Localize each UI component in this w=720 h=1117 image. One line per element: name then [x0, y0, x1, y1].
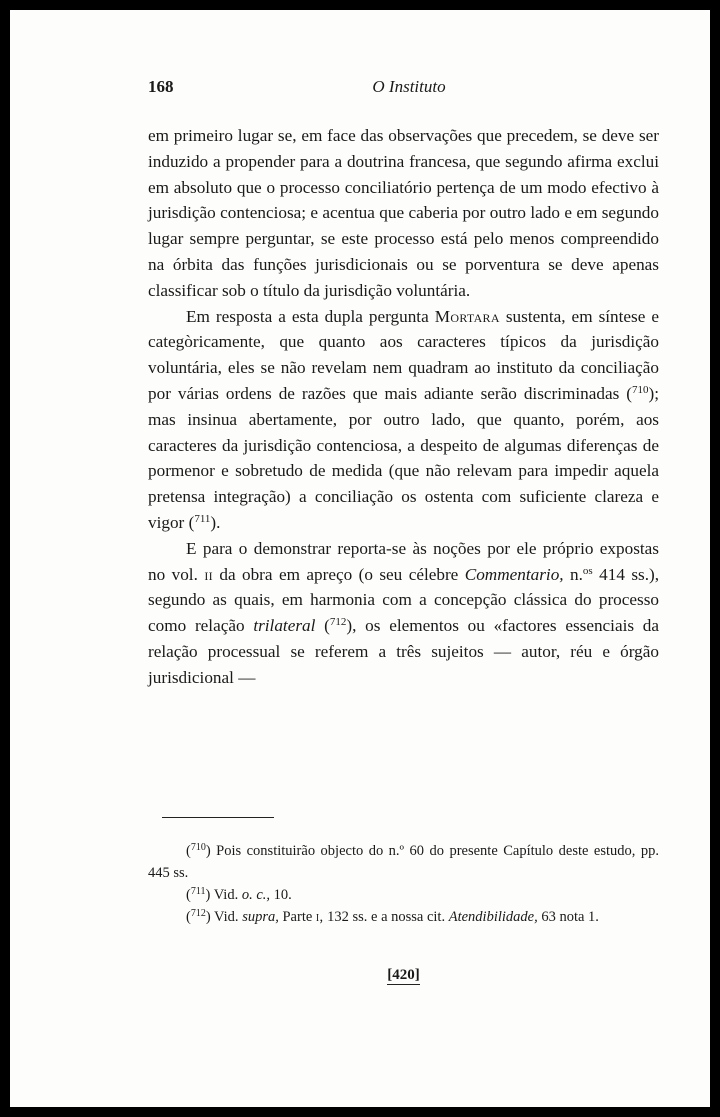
- footnote-712: ($^{712}$) Vid. supra, Parte i, 132 ss. e a nossa cit. Atendibilidade, 63 nota 1.: [186, 908, 599, 925]
- page-header: [148, 77, 670, 103]
- footnote-ref-712: 712: [329, 616, 347, 629]
- folio: [148, 967, 659, 984]
- footnotes: [148, 840, 659, 928]
- footnote-ref-711: 711: [194, 512, 211, 525]
- footnote-711: ($^{711}$) Vid. o. c., 10.: [186, 886, 292, 903]
- paragraph-1: em primeiro lugar se, em face das observações que precedem, se deve ser induzido a propender para a doutrina francesa, que segundo afirma exclui em absoluto que o processo conciliatório pertença de um modo efectivo à jurisdição contenciosa; e acentua que caberia por outro lado e em segundo lugar sempre perguntar, se este processo está pelo menos compreendido na órbita das funções jurisdicionais ou se porventura se deve apenas classificar sob o título da jurisdição voluntária.: [148, 126, 659, 300]
- folio-number: [420]: [387, 967, 420, 983]
- footnote-ref-710: 710: [632, 383, 649, 396]
- page-number: 168: [148, 77, 174, 96]
- paragraph-3: E para o demonstrar reporta-se às noções por ele próprio expostas no vol. ii da obra em apreço (o seu célebre Commentario, n.$^{os}$ 414 ss.), segundo as quais, em harmonia com a concepção clássica do processo como relação trilateral ($^{712}$), os elementos ou «factores essenciais da relação processual se referem a três sujeitos — autor, réu e órgão jurisdicional —: [148, 538, 660, 687]
- footnote-710: ($^{710}$) Pois constituirão objecto do n.º 60 do presente Capítulo deste estudo, pp. 445 ss.: [148, 842, 659, 881]
- footnote-separator: [162, 817, 274, 818]
- body-text: [148, 123, 659, 691]
- paragraph-2: Em resposta a esta dupla pergunta Mortara sustenta, em síntese e categòricamente, que quanto aos caracteres típicos da jurisdição voluntária, eles se não revelam nem quadram ao instituto da conciliação por várias ordens de razões que mais adiante serão discriminadas ($^{710}$); mas insinua abertamente, por outro lado, que quanto, porém, aos caracteres da jurisdição contenciosa, a despeito de algumas diferenças de pormenor e sobretudo de medida (que não relevam para impedir aquela pretensa integração) a conciliação os ostenta com suficiente clareza e vigor ($^{711}$).: [148, 306, 660, 532]
- author-name: Mortara: [434, 306, 500, 326]
- work-title: Commentario,: [464, 564, 564, 584]
- running-title: O Instituto: [372, 77, 446, 96]
- scanned-page: [10, 10, 710, 1107]
